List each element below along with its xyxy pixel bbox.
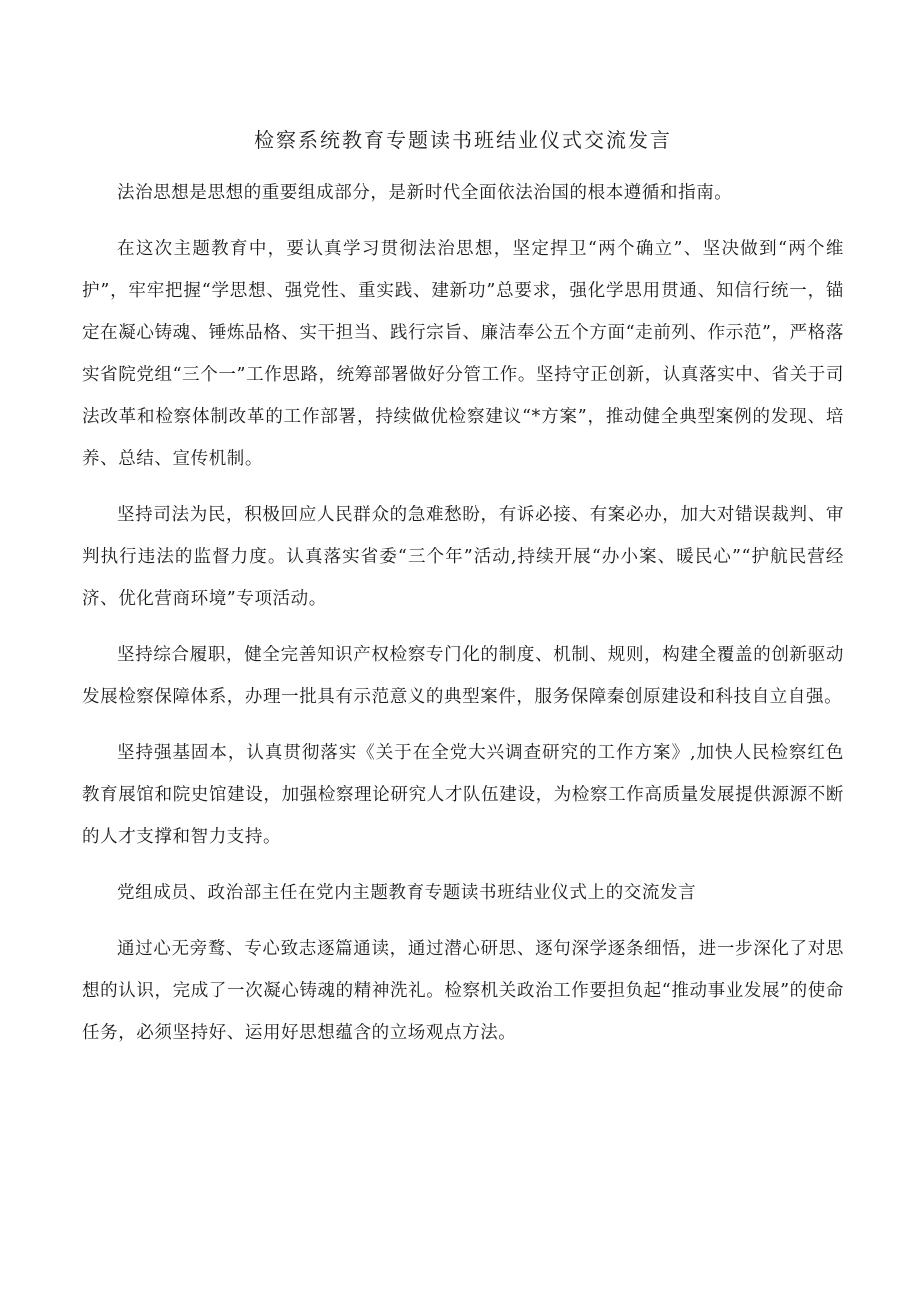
paragraph-5: 坚持强基固本，认真贯彻落实《关于在全党大兴调查研究的工作方案》,加快人民检察红色教育展馆和院史馆建设，加强检察理论研究人才队伍建设，为检察工作高质量发展提供源源不断的人才支撑和智力支持。 (82, 743, 844, 847)
paragraph-3: 坚持司法为民，积极回应人民群众的急难愁盼，有诉必接、有案必办，加大对错误裁判、审判执行违法的监督力度。认真落实省委“三个年”活动,持续开展“办小案、暖民心”“护航民营经济、优化营商环境”专项活动。 (82, 505, 844, 609)
paragraph-2: 在这次主题教育中，要认真学习贯彻法治思想，坚定捍卫“两个确立”、坚决做到“两个维护”，牢牢把握“学思想、强党性、重实践、建新功”总要求，强化学思用贯通、知信行统一，锚定在凝心铸魂、锤炼品格、实干担当、践行宗旨、廉洁奉公五个方面“走前列、作示范”，严格落实省院党组“三个一”工作思路，统筹部署做好分管工作。坚持守正创新，认真落实中、省关于司法改革和检察体制改革的工作部署，持续做优检察建议“*方案”，推动健全典型案例的发现、培养、总结、宣传机制。 (82, 239, 844, 469)
document-page (82, 118, 844, 1068)
section-heading: 党组成员、政治部主任在党内主题教育专题读书班结业仪式上的交流发言 (117, 883, 697, 903)
paragraph-4: 坚持综合履职，健全完善知识产权检察专门化的制度、机制、规则，构建全覆盖的创新驱动发展检察保障体系，办理一批具有示范意义的典型案件，服务保障秦创原建设和科技自立自强。 (82, 645, 844, 707)
paragraph-1: 法治思想是思想的重要组成部分，是新时代全面依法治国的根本遵循和指南。 (117, 183, 733, 203)
document-title: 检察系统教育专题读书班结业仪式交流发言 (254, 128, 672, 152)
paragraph-7: 通过心无旁鹜、专心致志逐篇通读，通过潜心研思、逐句深学逐条细悟，进一步深化了对思想的认识，完成了一次凝心铸魂的精神洗礼。检察机关政治工作要担负起“推动事业发展”的使命任务，必须坚持好、运用好思想蕴含的立场观点方法。 (82, 939, 844, 1043)
